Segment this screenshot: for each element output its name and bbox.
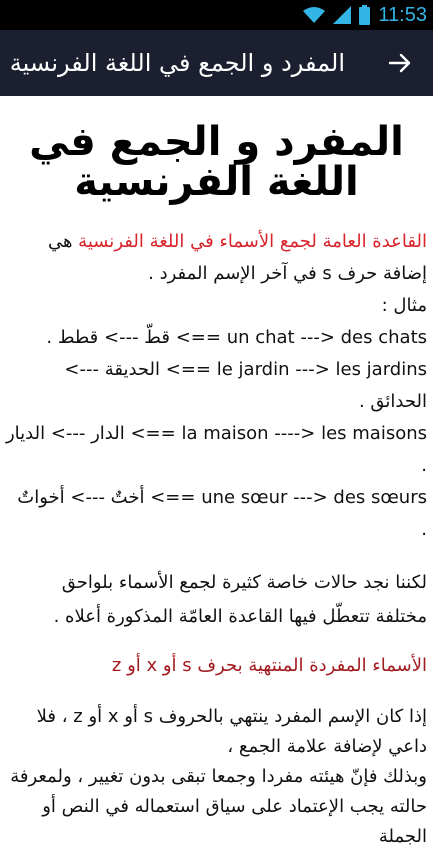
status-bar [0, 0, 433, 30]
example-line: le jardin ---> les jardins ==> الحديقة ---> الحدائق . [64, 359, 427, 412]
article-title: المفرد و الجمع في اللغة الفرنسية [29, 119, 404, 205]
example-label: مثال : [381, 295, 427, 316]
example-arabic: الدار ---> الديار . [5, 423, 427, 476]
example-line: une sœur ---> des sœurs ==> أختٌ ---> أخواتٌ . [17, 487, 427, 540]
rule-text: هي إضافة حرف s في آخر الإسم المفرد . [47, 231, 427, 284]
section-subheading: الأسماء المفردة المنتهية بحرف s أو x أو z [111, 655, 427, 676]
example-arabic: أختٌ ---> أخواتٌ . [17, 487, 427, 540]
battery-icon [359, 5, 370, 25]
example-line: un chat ---> des chats ==> قطّ ---> قطط . [46, 327, 427, 348]
rule-s-x-z-paragraph: إذا كان الإسم المفرد ينتهي بالحروف s أو x أو z ، فلا داعي لإضافة علامة الجمع ، [36, 706, 427, 757]
example-french: une sœur ---> des sœurs [201, 487, 427, 508]
example-arabic: قطّ ---> قطط . [46, 327, 170, 348]
unchanged-form-paragraph: وبذلك فإنّ هيئته مفردا وجمعا تبقى بدون تغيير ، ولمعرفة حالته يجب الإعتماد على سياق استعماله في النص أو الجملة [10, 766, 427, 847]
article-content [0, 96, 433, 847]
example-french: la maison ----> les maisons [181, 423, 427, 444]
example-french: un chat ---> des chats [226, 327, 427, 348]
rule-paragraph [6, 226, 427, 290]
arrow-right-icon [389, 53, 411, 73]
rule-highlight: القاعدة العامة لجمع الأسماء في اللغة الفرنسية [78, 231, 427, 252]
back-button[interactable] [385, 48, 415, 78]
signal-icon [333, 6, 351, 24]
app-bar [0, 30, 433, 96]
example-french: le jardin ---> les jardins [216, 359, 427, 380]
example-arabic: الحديقة ---> الحدائق . [64, 359, 427, 412]
status-icons [303, 0, 427, 30]
status-time: 11:53 [378, 3, 427, 26]
special-cases-paragraph: لكننا نجد حالات خاصة كثيرة لجمع الأسماء بلواحق مختلفة تتعطّل فيها القاعدة العامّة المذكورة أعلاه . [53, 572, 427, 627]
wifi-icon [303, 6, 325, 24]
app-bar-title: المفرد و الجمع في اللغة الفرنسية [9, 49, 345, 77]
example-line: la maison ----> les maisons ==> الدار ---> الديار . [5, 423, 427, 476]
